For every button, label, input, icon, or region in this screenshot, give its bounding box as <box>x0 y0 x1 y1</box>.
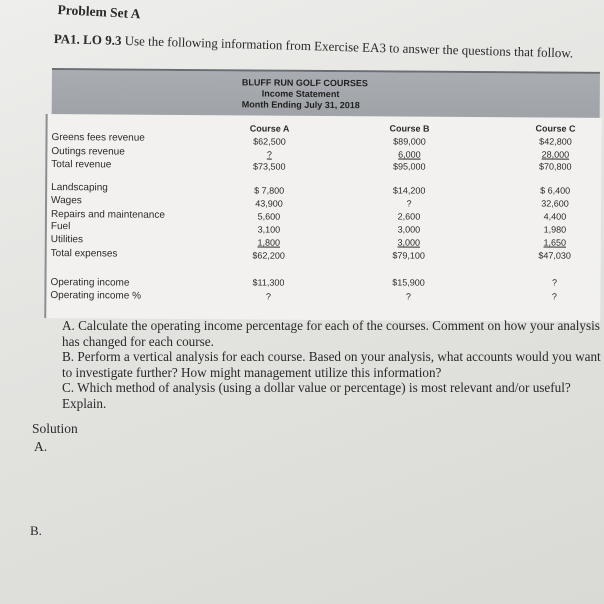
cell-operating-income-a: $11,300 <box>252 277 285 288</box>
problem-instructions: Use the following information from Exercise EA3 to answer the questions that follow. <box>124 32 574 61</box>
cell-total-revenue-b: $95,000 <box>392 161 426 172</box>
column-header-course-b: Course B <box>389 123 430 134</box>
cell-total-expenses-b: $79,100 <box>392 250 425 261</box>
row-label-wages: Wages <box>51 195 82 207</box>
cell-greens-b: $89,000 <box>393 136 426 147</box>
cell-total-expenses-c: $47,030 <box>538 250 571 261</box>
cell-fuel-c: 1,980 <box>543 224 567 235</box>
cell-landscaping-a: $ 7,800 <box>254 185 285 196</box>
cell-operating-income-b: $15,900 <box>392 277 425 288</box>
row-label-fuel: Fuel <box>50 221 71 233</box>
problem-intro <box>54 32 574 61</box>
cell-utilities-a: 1,800 <box>257 237 281 248</box>
row-label-utilities: Utilities <box>50 234 84 246</box>
solution-part-a-label: A. <box>34 439 48 454</box>
cell-total-revenue-a: $73,500 <box>252 161 286 172</box>
column-header-course-a: Course A <box>249 123 290 134</box>
row-label-operating-income: Operating income <box>50 277 130 289</box>
question-a: A. Calculate the operating income percentage for each of the courses. Comment on how your analysis has changed for each course. <box>62 318 600 349</box>
row-label-total-expenses: Total expenses <box>50 248 118 260</box>
cell-repairs-c: 4,400 <box>543 211 567 222</box>
cell-operating-income-c: ? <box>551 277 558 288</box>
cell-greens-c: $42,800 <box>539 136 572 147</box>
cell-wages-b: ? <box>406 198 412 209</box>
question-b: B. Perform a vertical analysis for each course. Based on your analysis, what accounts would you want to investigate further? How might management utilize this information? <box>62 349 601 380</box>
cell-fuel-a: 3,100 <box>257 224 281 235</box>
cell-outings-b: 6,000 <box>398 149 421 160</box>
company-name: BLUFF RUN GOLF COURSES <box>241 77 368 89</box>
statement-name: Income Statement <box>261 88 340 100</box>
statement-period: Month Ending July 31, 2018 <box>241 99 360 111</box>
solution-label: Solution <box>32 421 78 436</box>
row-label-operating-income-pct: Operating income % <box>50 290 142 302</box>
column-header-course-c: Course C <box>535 123 576 134</box>
cell-total-revenue-c: $70,800 <box>538 161 572 172</box>
row-label-landscaping: Landscaping <box>51 182 108 194</box>
table-body <box>44 114 601 322</box>
row-label-greens-fees: Greens fees revenue <box>51 132 145 144</box>
cell-outings-c: 28,000 <box>541 149 570 160</box>
row-label-total-revenue: Total revenue <box>51 159 112 171</box>
row-label-outings: Outings revenue <box>51 146 125 158</box>
table-header <box>52 68 600 121</box>
cell-fuel-b: 3,000 <box>397 224 421 235</box>
solution-part-b-label: B. <box>30 523 42 538</box>
cell-utilities-c: 1,650 <box>543 237 567 248</box>
cell-operating-income-pct-a: ? <box>265 291 271 302</box>
problem-code: PA1. LO 9.3 <box>53 31 122 48</box>
cell-operating-income-pct-b: ? <box>405 291 411 302</box>
row-label-repairs: Repairs and maintenance <box>50 209 165 221</box>
problem-set-heading: Problem Set A <box>57 2 141 22</box>
solution-section <box>32 420 78 456</box>
cell-repairs-a: 5,600 <box>257 211 281 222</box>
cell-operating-income-pct-c: ? <box>551 291 557 302</box>
cell-total-expenses-a: $62,200 <box>252 250 285 261</box>
cell-wages-c: 32,600 <box>541 198 569 209</box>
cell-repairs-b: 2,600 <box>397 211 421 222</box>
cell-landscaping-c: $ 6,400 <box>540 185 571 196</box>
question-list <box>62 318 604 411</box>
income-statement-table <box>42 66 600 322</box>
cell-landscaping-b: $14,200 <box>392 185 426 196</box>
question-c: C. Which method of analysis (using a dollar value or percentage) is most relevant and/or useful? Explain. <box>62 380 571 411</box>
cell-greens-a: $62,500 <box>253 136 286 147</box>
cell-wages-a: 43,900 <box>255 198 283 209</box>
cell-outings-a: ? <box>266 149 272 160</box>
cell-utilities-b: 3,000 <box>397 237 421 248</box>
